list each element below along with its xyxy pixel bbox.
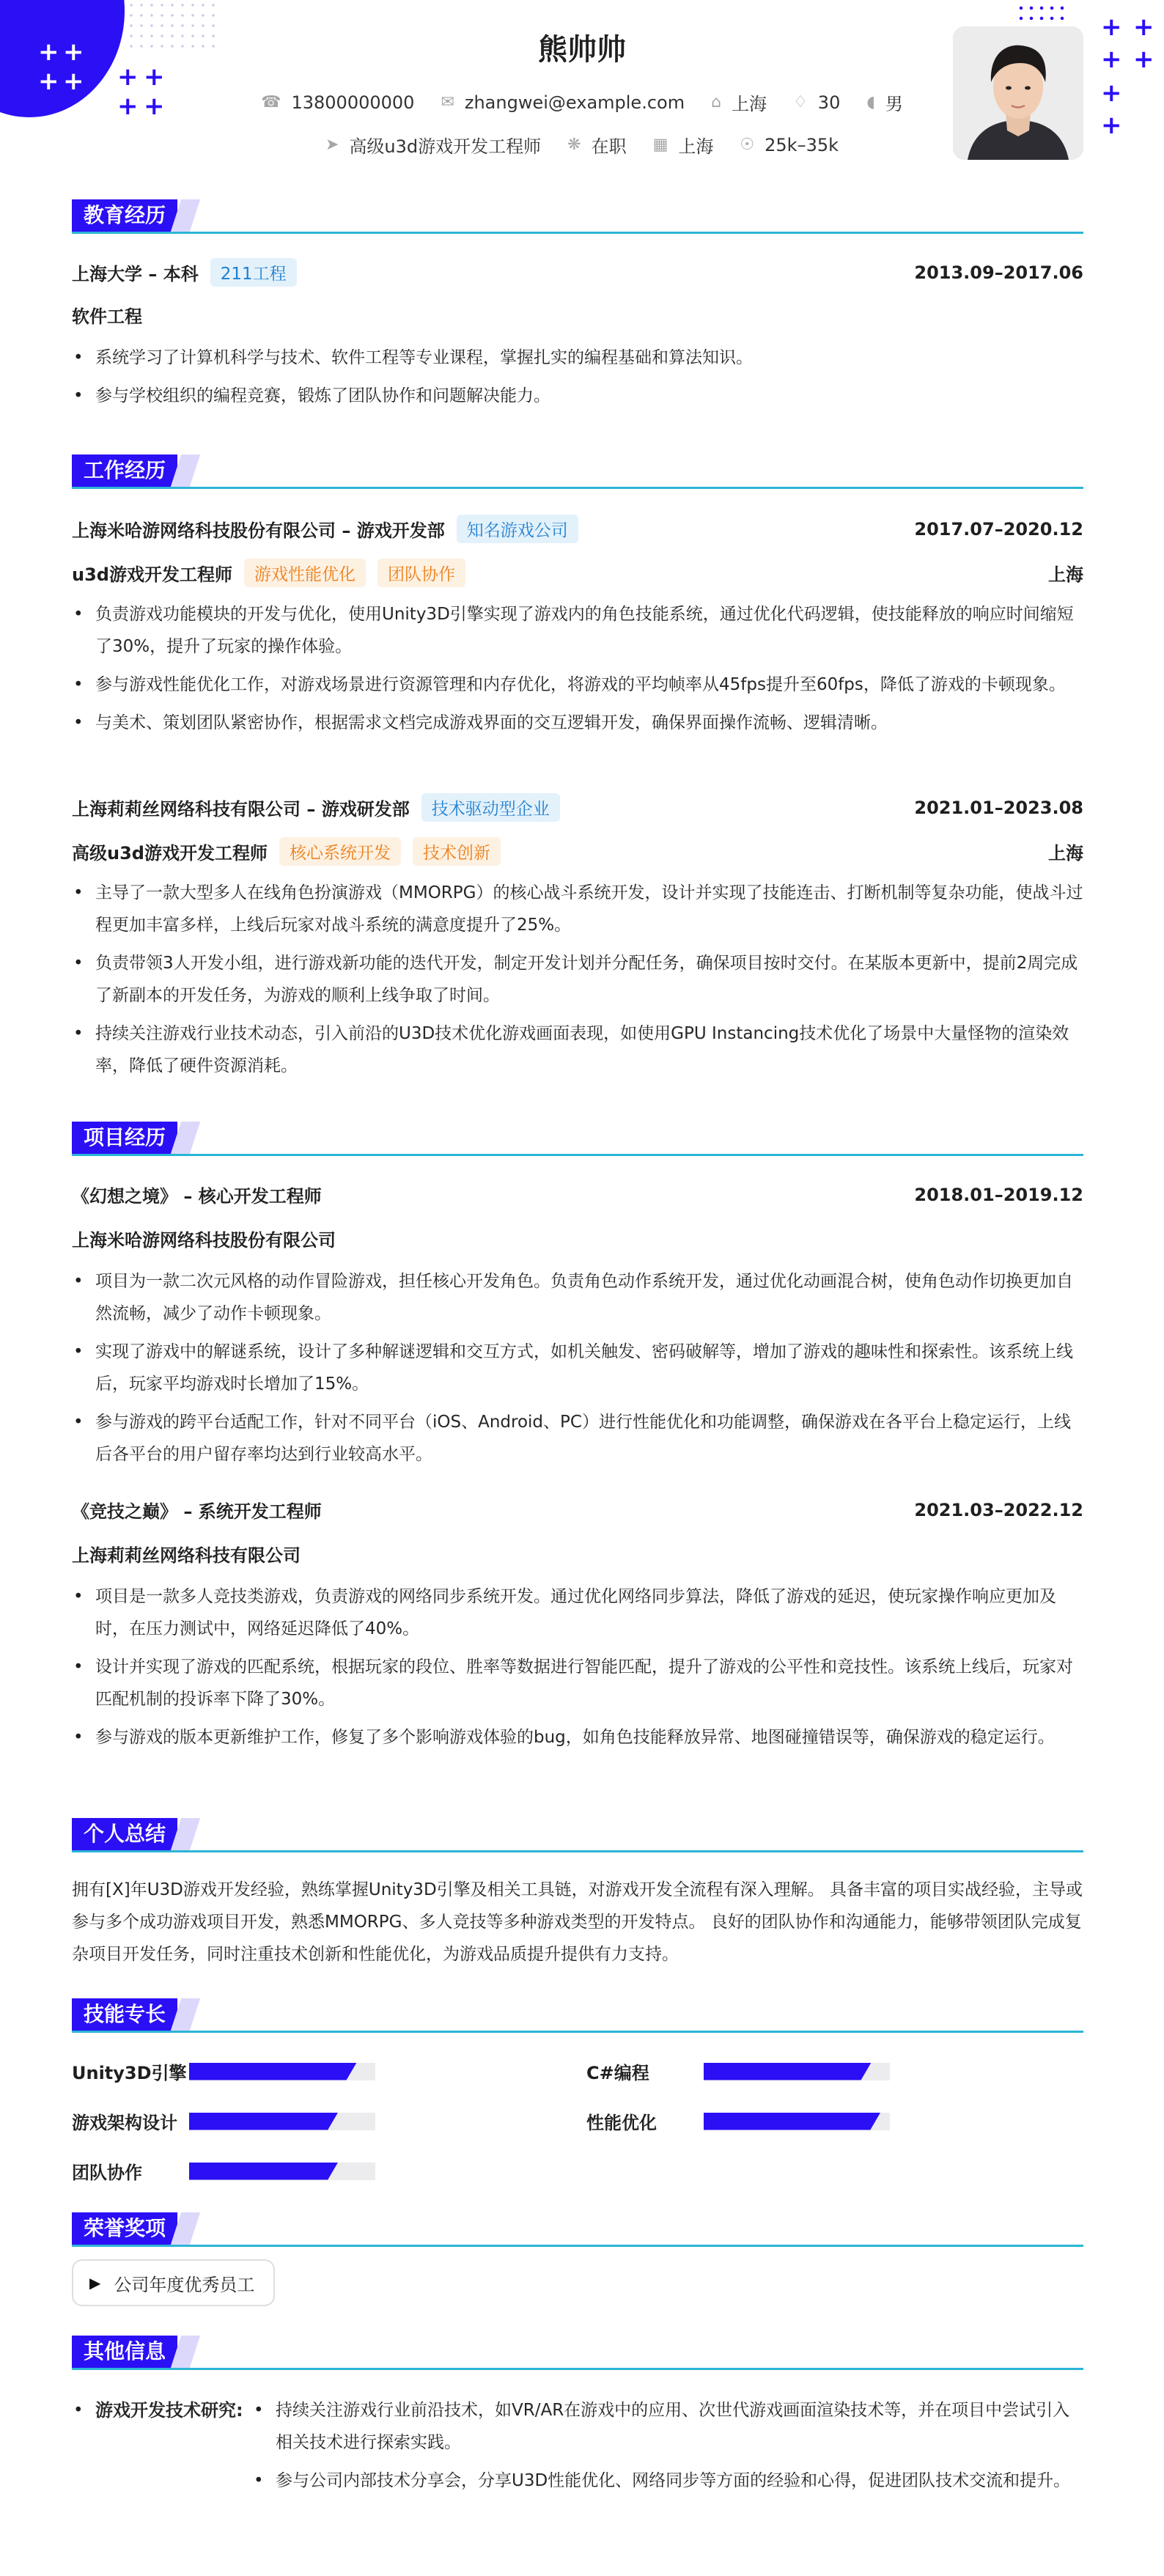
project-company: 上海米哈游网络科技股份有限公司 — [72, 1230, 336, 1251]
role-tag: 核心系统开发 — [279, 837, 401, 866]
list-item: • 参与游戏的版本更新维护工作，修复了多个影响游戏体验的bug，如角色技能释放异常、地图碰撞错误等，确保游戏的稳定运行。 — [72, 1721, 1083, 1753]
status-info — [567, 132, 626, 158]
job-city: 上海 — [1048, 843, 1083, 864]
age-value: 30 — [817, 92, 841, 113]
major-name: 软件工程 — [72, 306, 142, 327]
mail-icon: ✉ — [441, 93, 454, 111]
section-title: 技能专长 — [72, 1998, 177, 2031]
skill-bar-track — [189, 2063, 375, 2080]
skill-name: 性能优化 — [586, 2113, 657, 2133]
play-icon: ▶ — [89, 2274, 101, 2292]
role-tag: 游戏性能优化 — [244, 559, 366, 587]
age-icon: ♢ — [793, 93, 808, 111]
plus-decoration: + — [1101, 12, 1122, 42]
education-period: 2013.09–2017.06 — [914, 262, 1083, 283]
skill-bar-fill — [704, 2113, 880, 2130]
list-item: • 参与游戏的跨平台适配工作，针对不同平台（iOS、Android、PC）进行性能优化和功能调整，确保游戏在各平台上稳定运行，上线后各平台的用户留存率均达到行业较高水平。 — [72, 1406, 1083, 1471]
hometown-info — [711, 89, 767, 115]
job-bullets — [72, 877, 1083, 1088]
skill-bar-track — [704, 2063, 890, 2080]
project-header — [72, 1497, 1083, 1523]
job-city: 上海 — [1048, 564, 1083, 585]
company-tag: 技术驱动型企业 — [421, 793, 560, 822]
project-bullets — [72, 1580, 1083, 1759]
award-badge — [72, 2259, 275, 2306]
email-value[interactable]: zhangwei@example.com — [464, 92, 685, 113]
education-entry — [72, 258, 1083, 287]
role-tag: 团队协作 — [377, 559, 465, 587]
section-title: 荣誉奖项 — [72, 2212, 177, 2245]
project-company-line — [72, 1226, 1083, 1251]
section-header — [72, 455, 1083, 489]
plus-decoration: + — [1133, 12, 1154, 42]
school-tag: 211工程 — [210, 258, 297, 287]
status-value: 在职 — [591, 136, 627, 157]
section-header — [72, 1998, 1083, 2033]
project-name: 《幻想之境》 – 核心开发工程师 — [72, 1186, 322, 1207]
company-tag: 知名游戏公司 — [457, 515, 578, 543]
award-label: 公司年度优秀员工 — [114, 2274, 255, 2295]
plus-decoration: + — [38, 67, 59, 96]
list-item: • 主导了一款大型多人在线角色扮演游戏（MMORPG）的核心战斗系统开发，设计并实现了技能连击、打断机制等复杂功能，使战斗过程更加丰富多样，上线后玩家对战斗系统的满意度提升了25%。 — [72, 877, 1083, 941]
summary-section — [72, 1818, 1083, 1987]
list-item: • 负责带领3人开发小组，进行游戏新功能的迭代开发，制定开发计划并分配任务，确保项目按时交付。在某版本更新中，提前2周完成了新副本的开发任务，为游戏的顺利上线争取了时间。 — [72, 947, 1083, 1012]
city-info — [653, 132, 714, 158]
status-icon: ❋ — [567, 136, 581, 154]
education-bullets — [72, 342, 1083, 418]
skill-name: Unity3D引擎 — [72, 2063, 187, 2083]
job-role: 高级u3d游戏开发工程师 — [72, 843, 268, 864]
plus-decoration: + — [1101, 78, 1122, 108]
skill-item — [72, 2058, 375, 2084]
summary-text: 拥有[X]年U3D游戏开发经验，熟练掌握Unity3D引擎及相关工具链，对游戏开发全流程有深入理解。 具备丰富的项目实战经验，主导或参与多个成功游戏项目开发，熟悉MMORPG、多人竞技等多种游戏类型的开发特点。 良好的团队协作和沟通能力，能够带领团队完成复杂项目开发任务，同时注重技术创新和性能优化，为游戏品质提升提供有力支持。 — [72, 1880, 1083, 1964]
list-item: • 参与游戏性能优化工作，对游戏场景进行资源管理和内存优化，将游戏的平均帧率从45fps提升至60fps，降低了游戏的卡顿现象。 — [72, 669, 1083, 701]
salary-info — [740, 135, 839, 155]
other-bullets — [252, 2394, 1083, 2503]
list-item: • 与美术、策划团队紧密协作，根据需求文档完成游戏界面的交互逻辑开发，确保界面操作流畅、逻辑清晰。 — [72, 707, 1083, 739]
skill-item — [72, 2108, 375, 2134]
building-icon: ▦ — [652, 136, 668, 154]
work-section — [72, 455, 1083, 1114]
other-section — [72, 2336, 1083, 2570]
avatar-photo — [953, 26, 1083, 160]
list-item: • 项目是一款多人竞技类游戏，负责游戏的网络同步系统开发。通过优化网络同步算法，降低了游戏的延迟，使玩家操作响应更加及时，在压力测试中，网络延迟降低了40%。 — [72, 1580, 1083, 1645]
skill-bar-fill — [189, 2063, 357, 2080]
project-header — [72, 1182, 1083, 1207]
skill-name: C#编程 — [586, 2063, 649, 2083]
job-period: 2017.07–2020.12 — [914, 518, 1083, 540]
plus-decoration: + — [117, 92, 139, 121]
skill-bar-track — [704, 2113, 890, 2130]
other-label: 游戏开发技术研究: — [95, 2400, 243, 2421]
list-item: • 系统学习了计算机科学与技术、软件工程等专业课程，掌握扎实的编程基础和算法知识。 — [72, 342, 1083, 374]
project-period: 2021.03–2022.12 — [914, 1499, 1083, 1520]
gender-value: 男 — [885, 94, 903, 114]
plus-decoration: + — [1101, 45, 1122, 74]
role-tag: 技术创新 — [413, 837, 501, 866]
list-item: • 负责游戏功能模块的开发与优化，使用Unity3D引擎实现了游戏内的角色技能系统，通过优化代码逻辑，使技能释放的响应时间缩短了30%，提升了玩家的操作体验。 — [72, 598, 1083, 663]
city-value: 上海 — [678, 136, 714, 157]
skill-bar-track — [189, 2163, 375, 2180]
section-title: 其他信息 — [72, 2336, 177, 2368]
email-info — [441, 92, 685, 113]
section-header — [72, 199, 1083, 234]
hometown-value: 上海 — [732, 94, 767, 114]
job-role-line — [72, 559, 1083, 587]
project-period: 2018.01–2019.12 — [914, 1184, 1083, 1205]
age-info — [793, 92, 840, 113]
skill-item — [586, 2058, 890, 2084]
skill-bar-track — [189, 2113, 375, 2130]
list-item: • 持续关注游戏行业前沿技术，如VR/AR在游戏中的应用、次世代游戏画面渲染技术等，并在项目中尝试引入相关技术进行探索实践。 — [252, 2394, 1083, 2459]
skill-name: 团队协作 — [72, 2163, 142, 2183]
gender-icon: ◖ — [866, 93, 875, 111]
skill-name: 游戏架构设计 — [72, 2113, 177, 2133]
position-info — [325, 132, 541, 158]
list-item: • 设计并实现了游戏的匹配系统，根据玩家的段位、胜率等数据进行智能匹配，提升了游戏的公平性和竞技性。该系统上线后，玩家对匹配机制的投诉率下降了30%。 — [72, 1651, 1083, 1715]
list-item: • 实现了游戏中的解谜系统，设计了多种解谜逻辑和交互方式，如机关触发、密码破解等，增加了游戏的趣味性和探索性。该系统上线后，玩家平均游戏时长增加了15%。 — [72, 1336, 1083, 1400]
skill-item — [72, 2158, 375, 2184]
candidate-name: 熊帅帅 — [538, 33, 626, 67]
skill-bar-fill — [704, 2063, 872, 2080]
job-bullets — [72, 598, 1083, 745]
section-title: 教育经历 — [72, 199, 177, 232]
section-header — [72, 2212, 1083, 2247]
send-icon: ➤ — [325, 136, 339, 154]
education-section — [72, 199, 1083, 419]
job-role: u3d游戏开发工程师 — [72, 564, 232, 585]
plus-decoration: + — [63, 67, 84, 96]
skill-item — [586, 2108, 890, 2134]
job-period: 2021.01–2023.08 — [914, 797, 1083, 818]
list-item: • 参与公司内部技术分享会，分享U3D性能优化、网络同步等方面的经验和心得，促进团队技术交流和提升。 — [252, 2465, 1083, 2497]
project-bullets — [72, 1265, 1083, 1476]
plus-decoration: + — [144, 62, 165, 92]
list-item: • 项目为一款二次元风格的动作冒险游戏，担任核心开发角色。负责角色动作系统开发，通过优化动画混合树，使角色动作切换更加自然流畅，减少了动作卡顿现象。 — [72, 1265, 1083, 1330]
skill-bar-fill — [189, 2113, 338, 2130]
project-company: 上海莉莉丝网络科技有限公司 — [72, 1545, 301, 1566]
plus-decoration: + — [63, 37, 84, 67]
phone-value[interactable]: 13800000000 — [291, 92, 415, 113]
section-title: 项目经历 — [72, 1122, 177, 1154]
job-header — [72, 793, 1083, 822]
job-role-line — [72, 837, 1083, 866]
plus-decoration: + — [144, 92, 165, 121]
company-name: 上海莉莉丝网络科技有限公司 – 游戏研发部 — [72, 799, 410, 820]
section-header — [72, 2336, 1083, 2370]
project-company-line — [72, 1541, 1083, 1567]
salary-icon: ☉ — [740, 136, 755, 154]
section-title: 个人总结 — [72, 1818, 177, 1850]
plus-decoration: + — [38, 37, 59, 67]
phone-info — [261, 92, 414, 113]
job-header — [72, 515, 1083, 543]
major-line — [72, 302, 1083, 328]
school-name: 上海大学 – 本科 — [72, 264, 199, 284]
salary-value: 25k–35k — [765, 134, 839, 155]
section-header — [72, 1818, 1083, 1852]
phone-icon: ☎ — [261, 93, 281, 111]
plus-decoration: + — [1133, 45, 1154, 74]
company-name: 上海米哈游网络科技股份有限公司 – 游戏开发部 — [72, 520, 445, 541]
gender-info — [866, 89, 903, 115]
section-header — [72, 1122, 1083, 1156]
skills-section — [72, 1998, 1083, 2196]
list-item: • 参与学校组织的编程竞赛，锻炼了团队协作和问题解决能力。 — [72, 380, 1083, 412]
list-item: • 持续关注游戏行业技术动态，引入前沿的U3D技术优化游戏画面表现，如使用GPU Instancing技术优化了场景中大量怪物的渲染效率，降低了硬件资源消耗。 — [72, 1017, 1083, 1082]
avatar-illustration — [953, 26, 1083, 160]
section-title: 工作经历 — [72, 455, 177, 487]
plus-decoration: + — [117, 62, 139, 92]
project-name: 《竞技之巅》 – 系统开发工程师 — [72, 1501, 322, 1522]
project-section — [72, 1122, 1083, 1796]
skill-bar-fill — [189, 2163, 338, 2180]
home-icon: ⌂ — [711, 93, 722, 111]
position-value: 高级u3d游戏开发工程师 — [349, 136, 542, 157]
awards-section — [72, 2212, 1083, 2322]
plus-decoration: + — [1101, 111, 1122, 140]
